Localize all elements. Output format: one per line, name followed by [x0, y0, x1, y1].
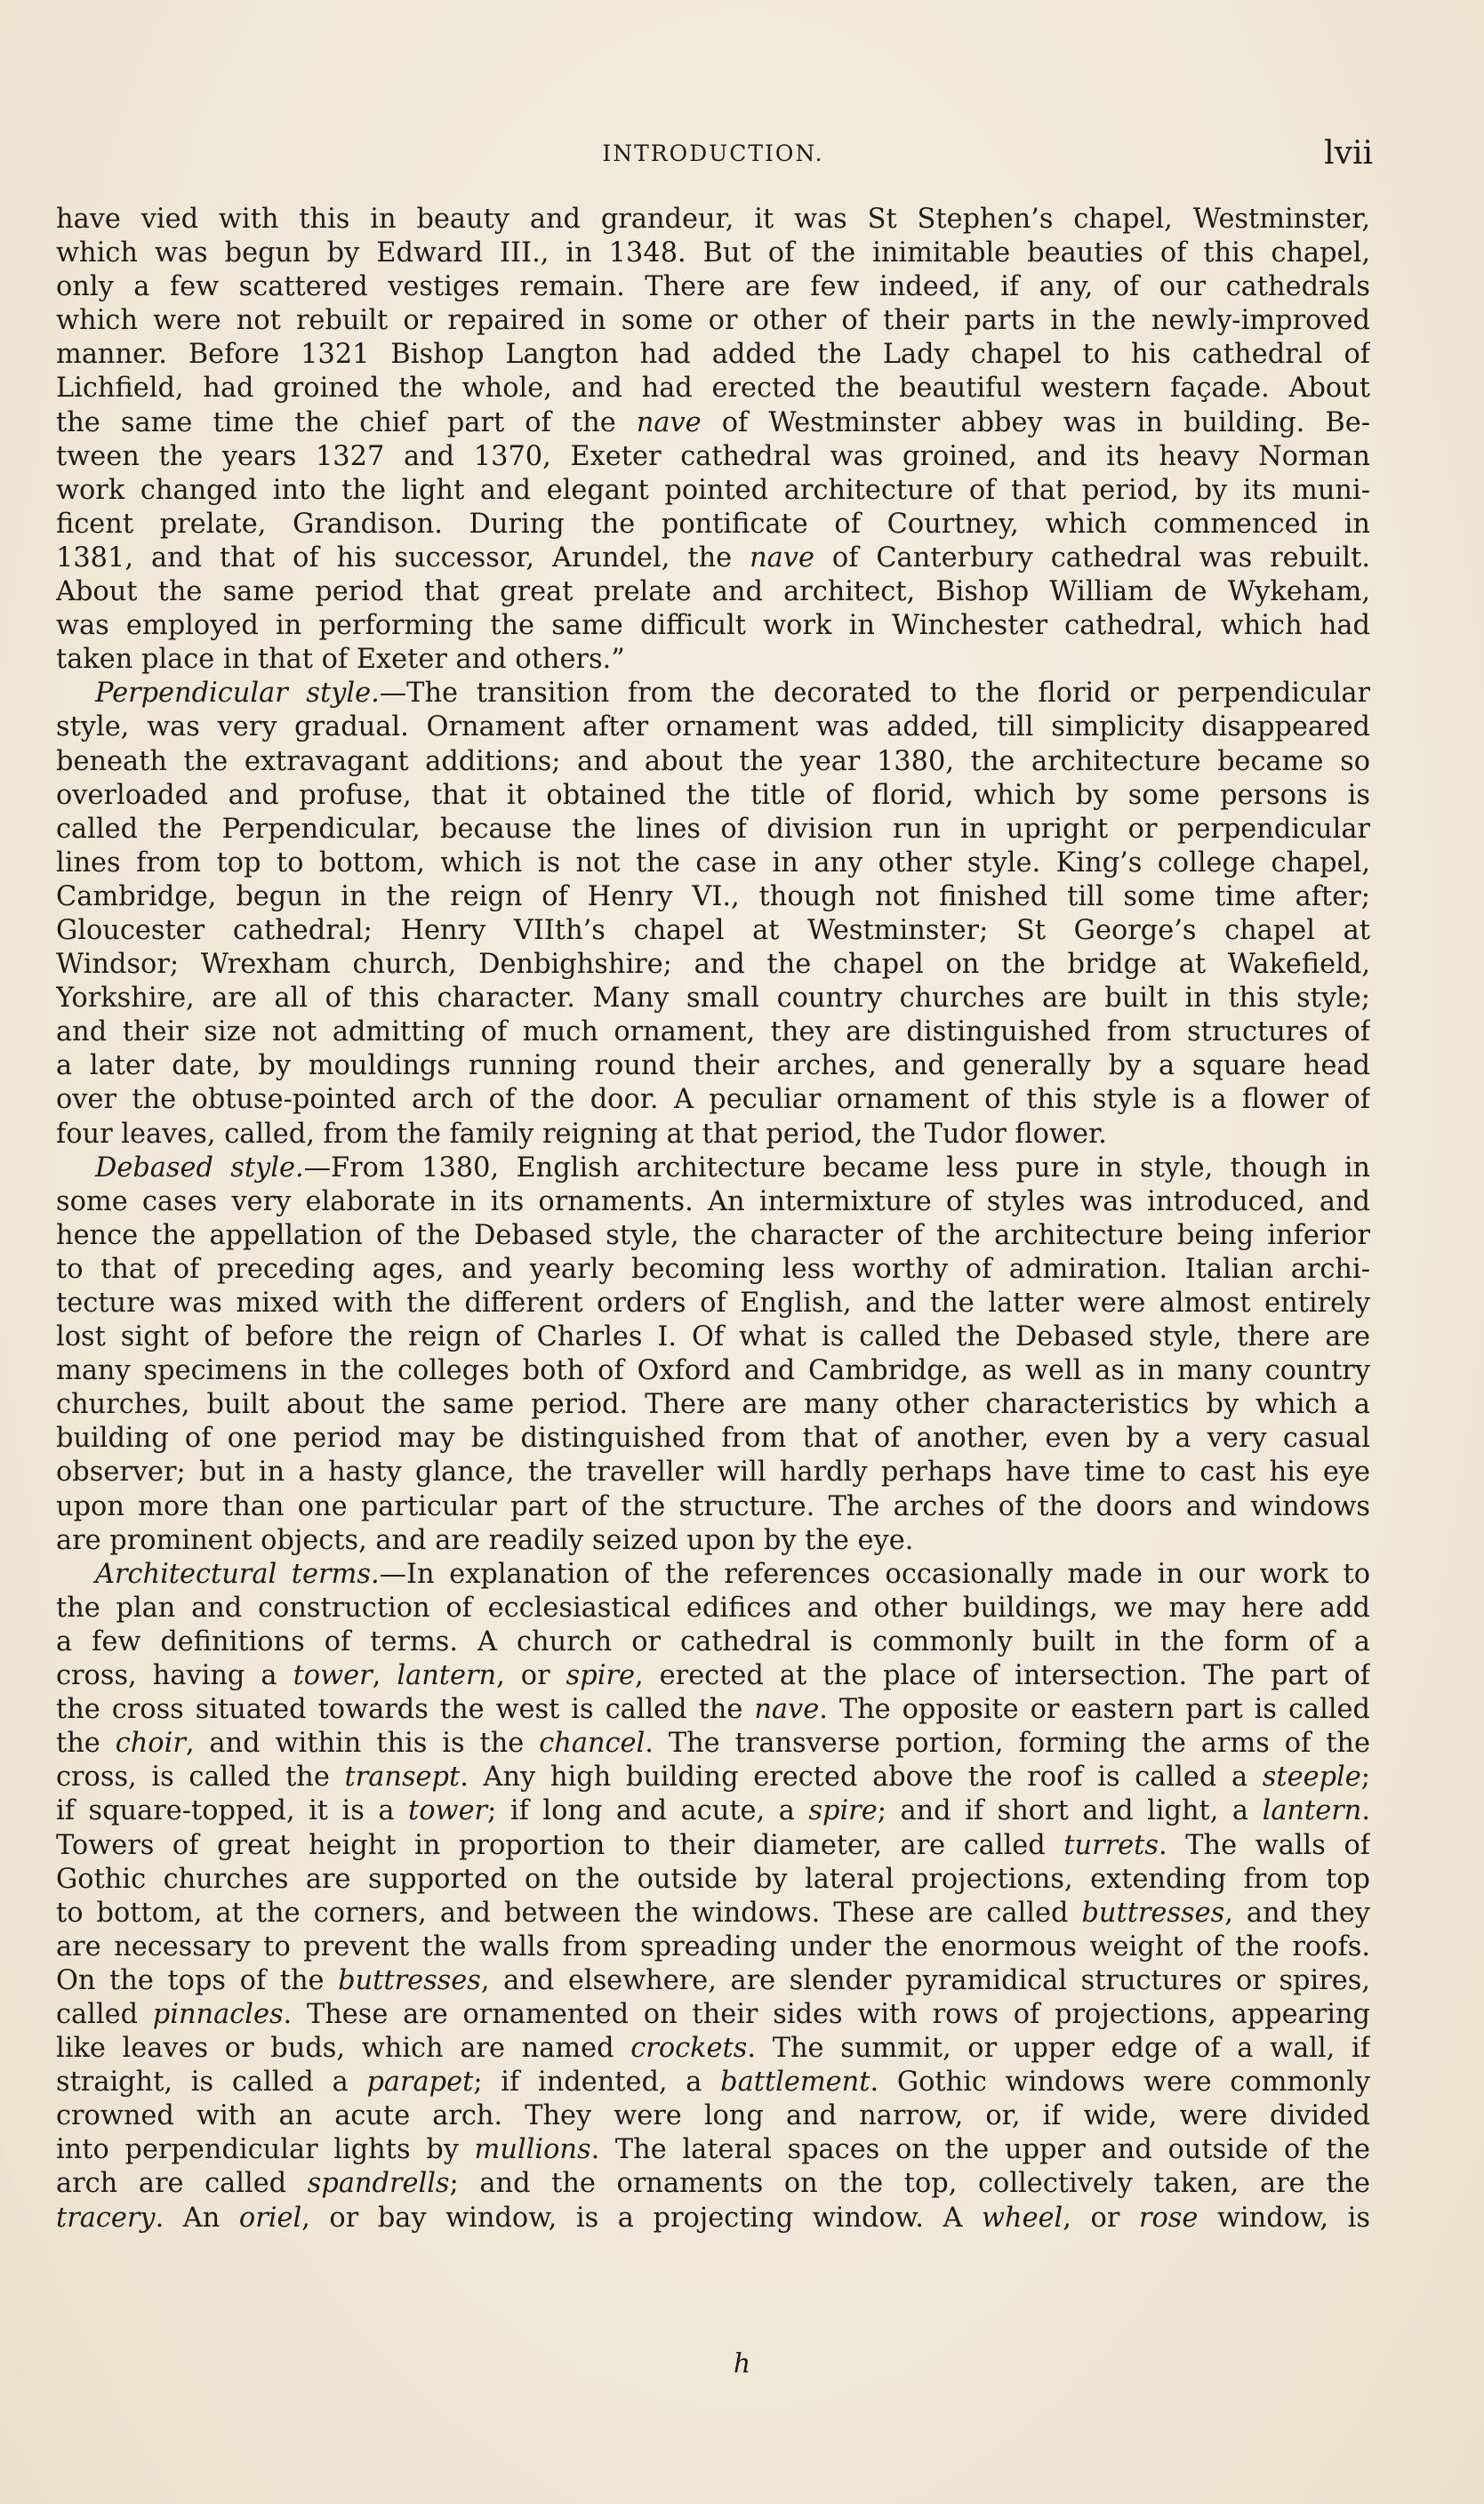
- text-line: manner. Before 1321 Bishop Langton had added the Lady chapel to his cathedral of: [56, 339, 1370, 371]
- text-line: crowned with an acute arch. They were long and narrow, or, if wide, were divided: [56, 2100, 1370, 2132]
- emphasized-term: choir: [115, 1728, 186, 1760]
- text-line: have vied with this in beauty and grandeur, it was St Stephen’s chapel, Westminster,: [56, 204, 1370, 235]
- text-line: are necessary to prevent the walls from spreading under the enormous weight of the roofs.: [56, 1930, 1370, 1962]
- text-line: was employed in performing the same difficult work in Winchester cathedral, which had: [56, 610, 1370, 642]
- text-line: churches, built about the same period. There are many other characteristics by which a: [56, 1389, 1370, 1421]
- text-line: over the obtuse-pointed arch of the door. A peculiar ornament of this style is a flower of: [56, 1084, 1370, 1116]
- emphasized-term: tracery: [56, 2202, 156, 2234]
- text-line: like leaves or buds, which are named crockets. The summit, or upper edge of a wall, if: [56, 2033, 1370, 2065]
- emphasized-term: transept: [344, 1762, 461, 1794]
- text-line: to that of preceding ages, and yearly becoming less worthy of admiration. Italian archi-: [56, 1253, 1370, 1285]
- text-line: Gothic churches are supported on the outside by lateral projections, extending from top: [56, 1863, 1370, 1895]
- text-line: which was begun by Edward III., in 1348. But of the inimitable beauties of this chapel,: [56, 237, 1370, 269]
- emphasized-term: wheel: [982, 2202, 1063, 2234]
- emphasized-term: tower: [408, 1795, 488, 1827]
- text-line: tween the years 1327 and 1370, Exeter cathedral was groined, and its heavy Norman: [56, 440, 1370, 472]
- text-line: lines from top to bottom, which is not the case in any other style. King’s college chapel,: [56, 847, 1370, 879]
- text-line: Towers of great height in proportion to their diameter, are called turrets. The walls of: [56, 1829, 1370, 1861]
- text-line: taken place in that of Exeter and others.”: [56, 644, 625, 676]
- emphasized-term: spire: [808, 1795, 878, 1827]
- text-line: Windsor; Wrexham church, Denbighshire; and the chapel on the bridge at Wakefield,: [56, 949, 1370, 981]
- text-line: called the Perpendicular, because the lines of division run in upright or perpendicular: [56, 813, 1370, 845]
- text-line: Yorkshire, are all of this character. Many small country churches are built in this style;: [56, 983, 1370, 1015]
- emphasized-term: lantern: [1262, 1795, 1362, 1827]
- text-line: a few definitions of terms. A church or cathedral is commonly built in the form of a: [56, 1625, 1370, 1657]
- text-line: lost sight of before the reign of Charles I. Of what is called the Debased style, there are: [56, 1321, 1370, 1353]
- emphasized-term: spire: [566, 1660, 635, 1692]
- signature-mark: h: [733, 2348, 751, 2380]
- text-line: some cases very elaborate in its ornaments. An intermixture of styles was introduced, and: [56, 1185, 1370, 1217]
- paragraph-architectural-terms: Architectural terms.—In explanation of the references occasionally made in our work to: [95, 1558, 1370, 1590]
- text-line: hence the appellation of the Debased style, the character of the architecture being inferior: [56, 1219, 1370, 1251]
- text-line: Gloucester cathedral; Henry VIIth’s chapel at Westminster; St George’s chapel at: [56, 914, 1370, 946]
- text-line: 1381, and that of his successor, Arundel, the nave of Canterbury cathedral was rebuilt.: [56, 542, 1370, 574]
- running-head: INTRODUCTION.: [602, 140, 824, 166]
- emphasized-term: steeple: [1262, 1762, 1361, 1794]
- text-line: only a few scattered vestiges remain. There are few indeed, if any, of our cathedrals: [56, 271, 1370, 303]
- text-line: ficent prelate, Grandison. During the pontificate of Courtney, which commenced in: [56, 508, 1370, 540]
- body-text: [56, 203, 1370, 2269]
- paragraph-debased-style: Debased style.—From 1380, English architecture became less pure in style, though in: [95, 1152, 1370, 1184]
- run-in-heading: Debased style.: [95, 1152, 304, 1184]
- text-line: observer; but in a hasty glance, the traveller will hardly perhaps have time to cast his eye: [56, 1457, 1370, 1489]
- text-line: cross, is called the transept. Any high building erected above the roof is called a steeple;: [56, 1762, 1370, 1794]
- emphasized-term: parapet: [366, 2067, 474, 2099]
- emphasized-term: nave: [754, 1694, 820, 1726]
- emphasized-term: buttresses: [338, 1964, 481, 1996]
- text-line: if square-topped, it is a tower; if long and acute, a spire; and if short and light, a lantern.: [56, 1795, 1370, 1827]
- emphasized-term: chancel: [539, 1728, 646, 1760]
- text-line: are prominent objects, and are readily seized upon by the eye.: [56, 1524, 914, 1556]
- text-line: beneath the extravagant additions; and about the year 1380, the architecture became so: [56, 745, 1370, 777]
- page-header: [53, 135, 1373, 174]
- text-line: upon more than one particular part of the structure. The arches of the doors and windows: [56, 1490, 1370, 1522]
- text-line: tecture was mixed with the different orders of English, and the latter were almost entirely: [56, 1288, 1370, 1319]
- run-in-heading: Perpendicular style.: [95, 678, 380, 710]
- text-line: the plan and construction of ecclesiastical edifices and other buildings, we may here add: [56, 1592, 1370, 1624]
- text-line: straight, is called a parapet; if indented, a battlement. Gothic windows were commonly: [56, 2067, 1370, 2099]
- text-line: called pinnacles. These are ornamented on their sides with rows of projections, appearing: [56, 1998, 1370, 2030]
- emphasized-term: nave: [750, 542, 814, 574]
- emphasized-term: pinnacles: [152, 1998, 284, 2030]
- text-line: tracery. An oriel, or bay window, is a projecting window. A wheel, or rose window, is: [56, 2202, 1370, 2234]
- run-in-heading: Architectural terms.: [95, 1558, 380, 1590]
- emphasized-term: rose: [1138, 2202, 1199, 2234]
- emphasized-term: crockets: [630, 2033, 748, 2065]
- text-line: the same time the chief part of the nave of Westminster abbey was in building. Be-: [56, 406, 1370, 438]
- text-line: cross, having a tower, lantern, or spire, erected at the place of intersection. The part of: [56, 1660, 1370, 1692]
- text-line: style, was very gradual. Ornament after ornament was added, till simplicity disappeared: [56, 711, 1370, 743]
- text-line: and their size not admitting of much ornament, they are distinguished from structures of: [56, 1016, 1370, 1048]
- emphasized-term: battlement: [720, 2067, 870, 2099]
- text-line: On the tops of the buttresses, and elsewhere, are slender pyramidical structures or spires,: [56, 1964, 1370, 1996]
- emphasized-term: nave: [636, 406, 702, 438]
- text-line: to bottom, at the corners, and between the windows. These are called buttresses, and they: [56, 1897, 1370, 1929]
- emphasized-term: tower: [293, 1660, 373, 1692]
- text-line: into perpendicular lights by mullions. The lateral spaces on the upper and outside of the: [56, 2134, 1370, 2166]
- text-line: About the same period that great prelate and architect, Bishop William de Wykeham,: [56, 576, 1370, 608]
- text-line: a later date, by mouldings running round their arches, and generally by a square head: [56, 1050, 1370, 1082]
- text-line: building of one period may be distinguished from that of another, even by a very casual: [56, 1423, 1370, 1455]
- text-line: work changed into the light and elegant pointed architecture of that period, by its muni-: [56, 474, 1370, 506]
- paragraph-perpendicular-style: Perpendicular style.—The transition from the decorated to the florid or perpendicular: [95, 678, 1370, 710]
- page-number: lvii: [1324, 135, 1373, 172]
- text-line: [56, 2235, 1370, 2269]
- emphasized-term: mullions: [474, 2134, 591, 2166]
- emphasized-term: oriel: [238, 2202, 302, 2234]
- text-line: the choir, and within this is the chancel. The transverse portion, forming the arms of the: [56, 1728, 1370, 1760]
- emphasized-term: lantern: [397, 1660, 497, 1692]
- text-line: arch are called spandrells; and the ornaments on the top, collectively taken, are the: [56, 2168, 1370, 2200]
- text-line: many specimens in the colleges both of Oxford and Cambridge, as well as in many country: [56, 1355, 1370, 1387]
- text-line: overloaded and profuse, that it obtained the title of florid, which by some persons is: [56, 779, 1370, 811]
- emphasized-term: spandrells: [307, 2168, 450, 2200]
- emphasized-term: turrets: [1063, 1829, 1159, 1861]
- text-line: Cambridge, begun in the reign of Henry VI., though not finished till some time after;: [56, 880, 1370, 912]
- text-line: which were not rebuilt or repaired in some or other of their parts in the newly-improved: [56, 305, 1370, 337]
- text-line: the cross situated towards the west is called the nave. The opposite or eastern part is called: [56, 1694, 1370, 1726]
- emphasized-term: buttresses: [1081, 1897, 1225, 1929]
- text-line: four leaves, called, from the family reigning at that period, the Tudor flower.: [56, 1118, 1107, 1150]
- text-line: Lichfield, had groined the whole, and had erected the beautiful western façade. About: [56, 373, 1370, 405]
